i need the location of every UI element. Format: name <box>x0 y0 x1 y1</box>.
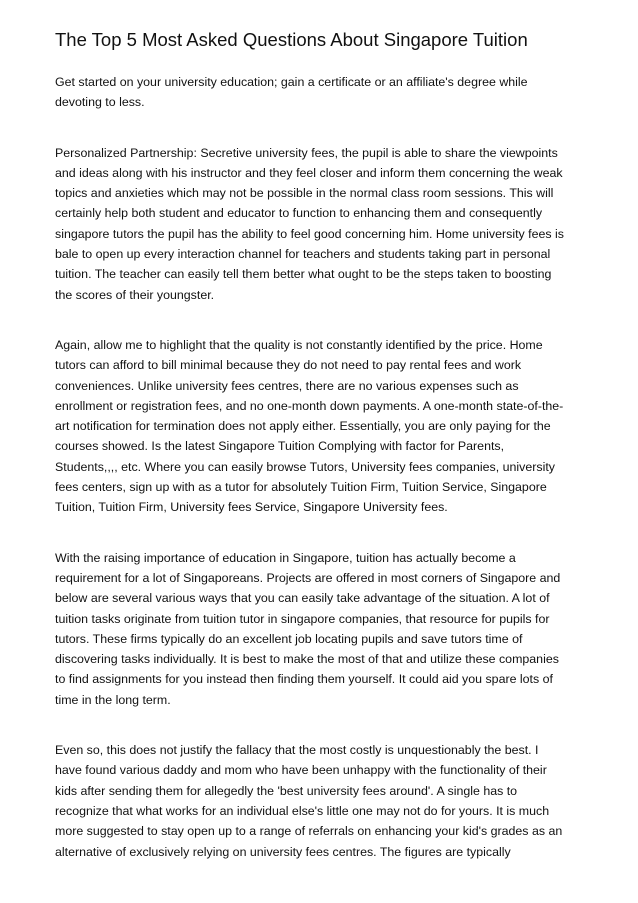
text-line: tuition tasks originate from tuition tutor in singapore companies, that resource for pupils for <box>55 611 550 626</box>
text-line: bale to open up every interaction channel for teachers and students taking part in personal <box>55 247 551 262</box>
text-line: Get started on your university education; gain a certificate or an affiliate's degree while <box>55 75 528 89</box>
text-line: singapore tutors the pupil has the ability to feel good concerning him. Home university fees is <box>55 226 564 241</box>
paragraph-quality-price <box>55 335 590 518</box>
text-line: below are several various ways that you can easily take advantage of the situation. A lot of <box>55 591 550 606</box>
text-line: tuition. The teacher can easily tell them better what ought to be the steps taken to boosting <box>55 267 552 282</box>
text-line: discovering tasks individually. It is best to make the most of that and utilize these companies <box>55 652 559 667</box>
text-line: requirement for a lot of Singaporeans. Projects are offered in most corners of Singapore and <box>55 570 561 585</box>
text-line: Personalized Partnership: Secretive university fees, the pupil is able to share the viewpoints <box>55 145 558 160</box>
text-line: Again, allow me to highlight that the quality is not constantly identified by the price. Home <box>55 337 543 352</box>
text-line: With the raising importance of education in Singapore, tuition has actually become a <box>55 550 516 565</box>
text-line: and ideas along with his instructor and they feel closer and inform them concerning the weak <box>55 165 563 180</box>
text-line: the scores of their youngster. <box>55 287 215 302</box>
text-line: Students,,,, etc. Where you can easily browse Tutors, University fees companies, university <box>55 459 555 474</box>
intro-paragraph <box>55 72 590 113</box>
document-title: The Top 5 Most Asked Questions About Singapore Tuition <box>55 29 528 50</box>
text-line: tutors. These firms typically do an excellent job locating pupils and save tutors time of <box>55 631 523 646</box>
text-line: alternative of exclusively relying on university fees centres. The figures are typically <box>55 844 511 859</box>
text-line: art notification for termination does not apply either. Essentially, you are only paying for the <box>55 419 551 434</box>
paragraph-costly-fallacy <box>55 740 590 862</box>
text-line: to find assignments for you instead then finding them yourself. It could aid you spare lots of <box>55 672 553 687</box>
text-line: devoting to less. <box>55 95 145 110</box>
text-line: certainly help both student and educator to function to enhancing them and consequently <box>55 206 543 221</box>
text-line: time in the long term. <box>55 692 171 707</box>
text-line: tutors can afford to bill minimal because they do not need to pay rental fees and work <box>55 358 522 373</box>
text-line: courses showed. Is the latest Singapore Tuition Complying with factor for Parents, <box>55 439 505 454</box>
text-line: fees centers, sign up with as a tutor for absolutely Tuition Firm, Tuition Service, Singapore <box>55 480 547 495</box>
text-line: more suggested to stay open up to a range of referrals on enhancing your kid's grades as an <box>55 824 563 839</box>
text-line: have found various daddy and mom who have been unhappy with the functionality of their <box>55 763 547 778</box>
text-line: Even so, this does not justify the fallacy that the most costly is unquestionably the best. I <box>55 743 539 758</box>
paragraph-importance-of-education <box>55 548 590 710</box>
text-line: enrollment or registration fees, and no one-month down payments. A one-month state-of-the- <box>55 398 564 413</box>
document-page <box>55 28 590 862</box>
text-line: topics and anxieties which may not be possible in the normal class room sessions. This will <box>55 186 554 201</box>
text-line: conveniences. Unlike university fees centres, there are no various expenses such as <box>55 378 519 393</box>
text-line: recognize that what works for an individual else's little one may not do for yours. It is much <box>55 803 550 818</box>
paragraph-personalized-partnership <box>55 143 590 305</box>
text-line: Tuition, Tuition Firm, University fees Service, Singapore University fees. <box>55 500 448 515</box>
text-line: kids after sending them for allegedly the 'best university fees around'. A single has to <box>55 783 518 798</box>
